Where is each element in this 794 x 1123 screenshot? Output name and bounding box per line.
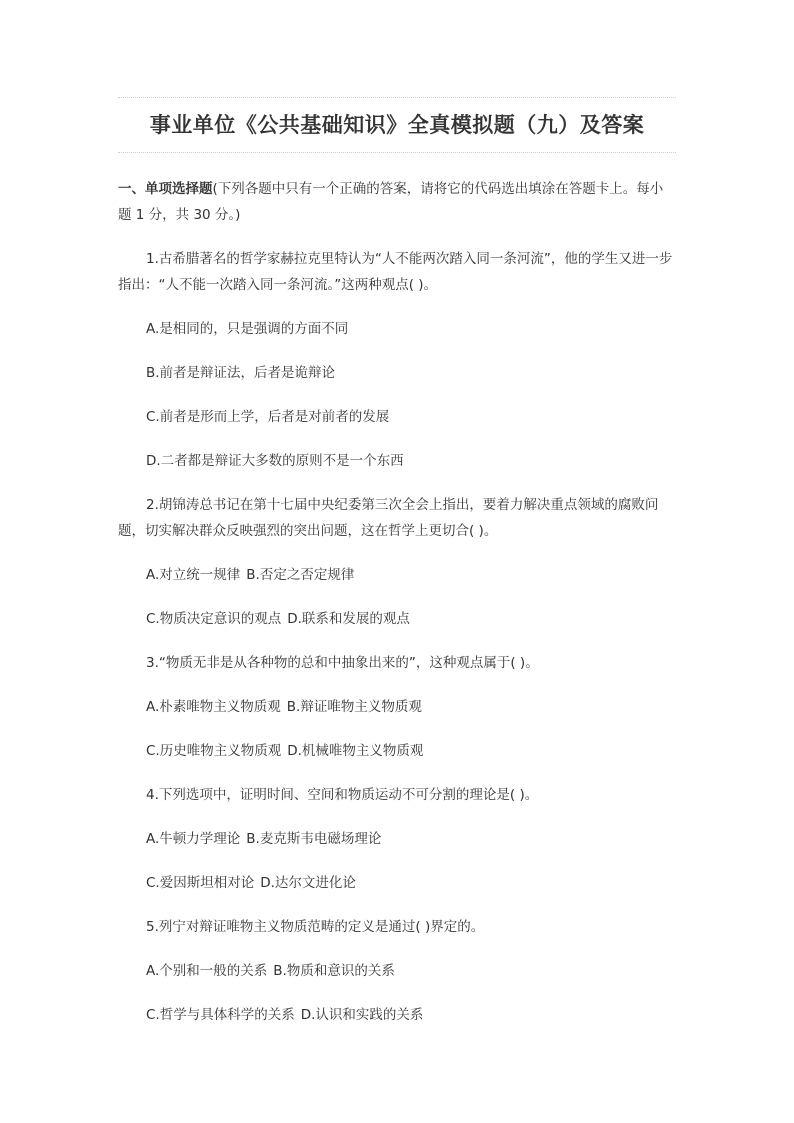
question-2-options-cd: [118, 606, 676, 632]
question-2-option-a: A.对立统一规律: [146, 567, 241, 583]
question-4-options-ab: [118, 826, 676, 852]
document-body: [118, 176, 676, 1046]
question-5-option-d: D.认识和实践的关系: [300, 1007, 424, 1023]
question-2-option-d: D.联系和发展的观点: [287, 611, 410, 627]
title-top-divider: [118, 97, 676, 98]
question-3-option-d: D.机械唯物主义物质观: [287, 743, 424, 759]
title-bottom-divider: [118, 152, 676, 153]
question-4-option-b: B.麦克斯韦电磁场理论: [246, 831, 382, 847]
question-1-option-a: A.是相同的，只是强调的方面不同: [146, 321, 349, 337]
question-5-options-ab: [118, 958, 676, 984]
question-5-stem: 5.列宁对辩证唯物主义物质范畴的定义是通过( )界定的。: [146, 919, 485, 935]
question-3-option-c: C.历史唯物主义物质观: [146, 743, 282, 759]
question-4-options-cd: [118, 870, 676, 896]
question-5-options-cd: [118, 1002, 676, 1028]
question-2-option-b: B.否定之否定规律: [246, 567, 355, 583]
question-1-option-c: C.前者是形而上学，后者是对前者的发展: [146, 409, 390, 425]
question-2-stem: 2.胡锦涛总书记在第十七届中央纪委第三次全会上指出，要着力解决重点领域的腐败问题，切实解决群众反映强烈的突出问题，这在哲学上更切合( )。: [118, 497, 659, 539]
question-3-options-ab: [118, 694, 676, 720]
question-4-option-c: C.爱因斯坦相对论: [146, 875, 255, 891]
section-instruction: (下列各题中只有一个正确的答案，请将它的代码选出填涂在答题卡上。每小题 1 分，共 30 分。): [118, 181, 664, 223]
section-heading: [118, 176, 676, 228]
question-5-option-a: A.个别和一般的关系: [146, 963, 268, 979]
question-3-stem: 3.“物质无非是从各种物的总和中抽象出来的”，这种观点属于( )。: [146, 655, 539, 671]
question-5-option-c: C.哲学与具体科学的关系: [146, 1007, 295, 1023]
question-3-option-b: B.辩证唯物主义物质观: [286, 699, 422, 715]
question-4-stem: 4.下列选项中，证明时间、空间和物质运动不可分割的理论是( )。: [146, 787, 539, 803]
question-2-option-c: C.物质决定意识的观点: [146, 611, 282, 627]
question-4-option-d: D.达尔文进化论: [260, 875, 356, 891]
page-title: 事业单位《公共基础知识》全真模拟题（九）及答案: [149, 112, 645, 137]
question-1-option-b: B.前者是辩证法，后者是诡辩论: [146, 365, 336, 381]
question-1-option-d: D.二者都是辩证大多数的原则不是一个东西: [146, 453, 404, 469]
question-4-option-a: A.牛顿力学理论: [146, 831, 241, 847]
question-3-option-a: A.朴素唯物主义物质观: [146, 699, 281, 715]
question-1-stem: 1.古希腊著名的哲学家赫拉克里特认为“人不能两次踏入同一条河流”，他的学生又进一步指出：“人不能一次踏入同一条河流。”这两种观点( )。: [118, 251, 673, 293]
question-5-option-b: B.物质和意识的关系: [273, 963, 395, 979]
question-3-options-cd: [118, 738, 676, 764]
section-heading-lead: 一、单项选择题: [118, 181, 213, 197]
question-2-options-ab: [118, 562, 676, 588]
